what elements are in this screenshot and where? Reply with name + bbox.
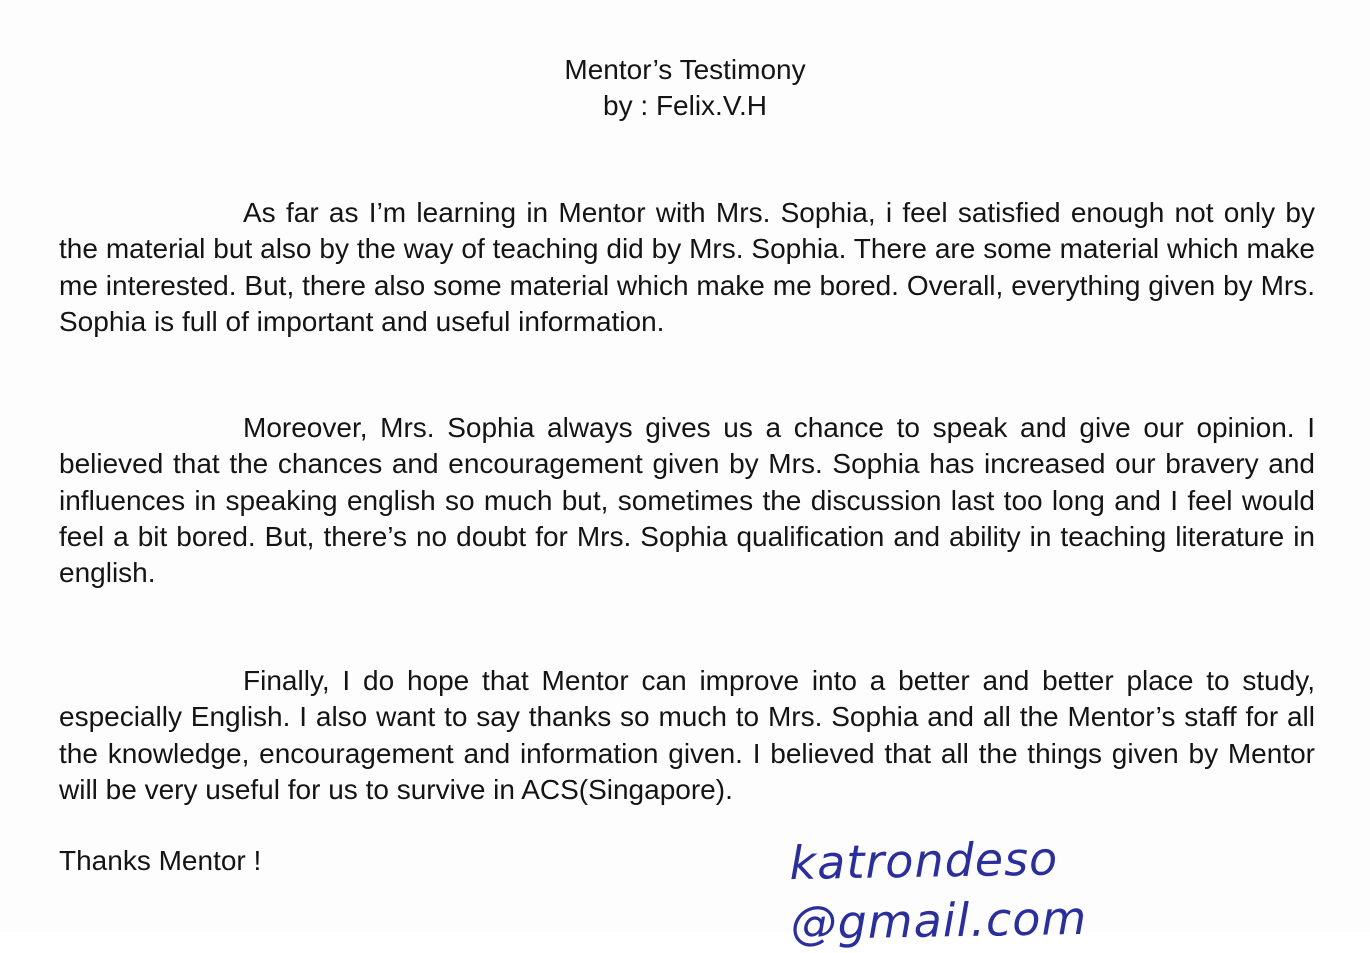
title-block <box>0 52 1370 124</box>
paragraph-3: Finally, I do hope that Mentor can improve into a better and better place to study, especially English. I also want to say thanks so much to Mrs. Sophia and all the Mentor’s staff for all the knowledge, encouragement and information given. I believed that all the things given by Mentor will be very useful for us to survive in ACS(Singapore). <box>59 665 1315 805</box>
paragraph-1: As far as I’m learning in Mentor with Mrs. Sophia, i feel satisfied enough not only by the material but also by the way of teaching did by Mrs. Sophia. There are some material which make me interested. But, there also some material which make me bored. Overall, everything given by Mrs. Sophia is full of important and useful information. <box>59 197 1315 337</box>
document-title: Mentor’s Testimony <box>564 54 806 85</box>
handwritten-email: katrondeso @gmail.com <box>789 831 1088 951</box>
paragraph-2: Moreover, Mrs. Sophia always gives us a chance to speak and give our opinion. I believed that the chances and encouragement given by Mrs. Sophia has increased our bravery and influences in speaking english so much but, sometimes the discussion last too long and I feel would feel a bit bored. But, there’s no doubt for Mrs. Sophia qualification and ability in teaching literature in english. <box>59 412 1315 589</box>
document-byline: by : Felix.V.H <box>603 90 767 121</box>
closing-line: Thanks Mentor ! <box>59 845 262 876</box>
